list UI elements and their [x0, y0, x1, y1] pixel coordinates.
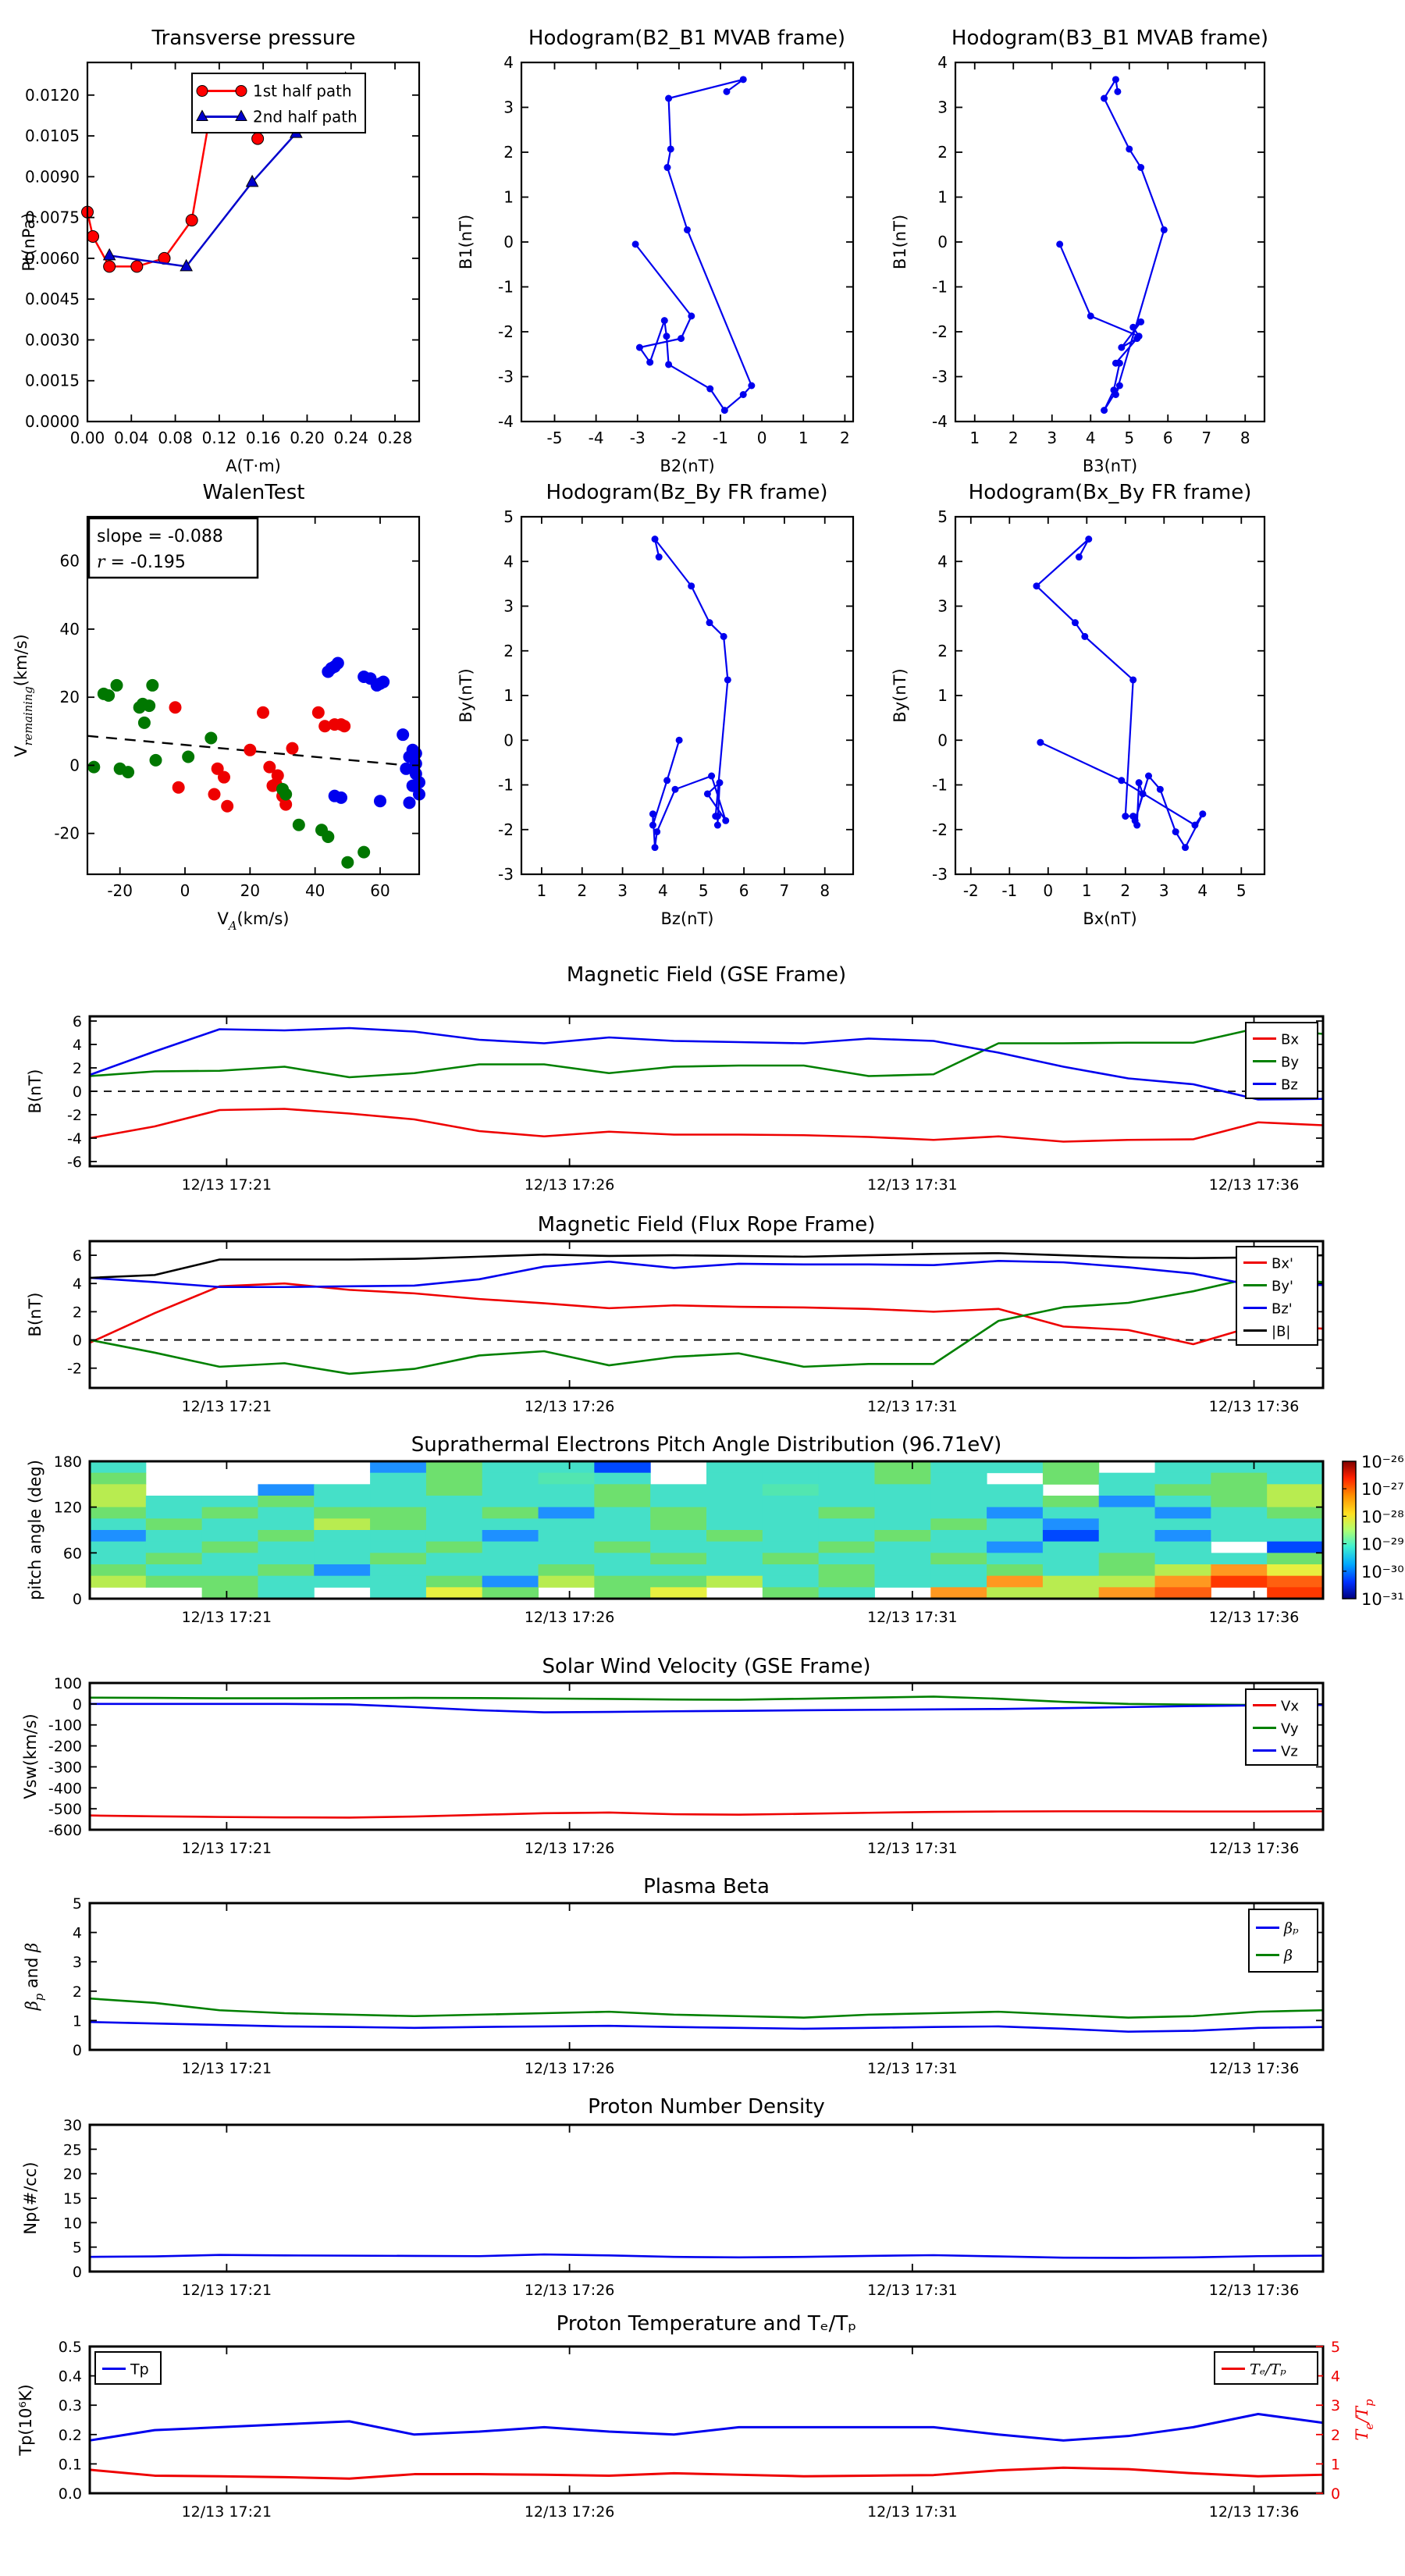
svg-text:12/13 17:26: 12/13 17:26	[524, 1609, 615, 1626]
svg-text:0.12: 0.12	[201, 429, 237, 447]
panel-title-plasma-beta: Plasma Beta	[643, 1875, 770, 1898]
svg-text:By: By	[1281, 1054, 1300, 1071]
svg-text:12/13 17:21: 12/13 17:21	[181, 2282, 272, 2299]
panel-title-b-flux-rope: Magnetic Field (Flux Rope Frame)	[537, 1213, 876, 1236]
svg-text:12/13 17:31: 12/13 17:31	[867, 1398, 958, 1415]
svg-text:12/13 17:31: 12/13 17:31	[867, 2503, 958, 2521]
svg-text:5: 5	[72, 2239, 82, 2257]
svg-text:-4: -4	[932, 412, 948, 431]
svg-text:-2: -2	[67, 1107, 82, 1124]
svg-text:60: 60	[59, 551, 80, 571]
svg-text:12/13 17:21: 12/13 17:21	[181, 1609, 272, 1626]
svg-text:Bx': Bx'	[1272, 1255, 1293, 1272]
panel-title-proton-temp: Proton Temperature and Tₑ/Tₚ	[556, 2312, 857, 2336]
svg-text:0.2: 0.2	[58, 2426, 82, 2444]
svg-text:12/13 17:26: 12/13 17:26	[524, 1840, 615, 1857]
panel-title-proton-density: Proton Number Density	[588, 2095, 825, 2119]
svg-text:-4: -4	[67, 1130, 82, 1147]
svg-text:5: 5	[698, 881, 709, 900]
svg-text:4: 4	[1085, 429, 1096, 447]
svg-text:3: 3	[1158, 881, 1169, 900]
svg-text:VA(km/s): $V_A(km/s)$	[217, 909, 290, 933]
svg-text:0: 0	[72, 2042, 82, 2059]
svg-text:20: 20	[240, 881, 261, 900]
svg-text:1: 1	[937, 686, 948, 705]
svg-text:4: 4	[658, 881, 668, 900]
svg-text:2: 2	[503, 143, 514, 162]
svg-text:-1: -1	[932, 775, 948, 795]
svg-text:6: 6	[738, 881, 749, 900]
svg-text:0: 0	[756, 429, 767, 447]
svg-text:12/13 17:36: 12/13 17:36	[1208, 2503, 1300, 2521]
svg-text:Tp: Tp	[130, 2361, 149, 2379]
svg-text:0.4: 0.4	[58, 2368, 82, 2386]
svg-text:0: 0	[1331, 2485, 1341, 2503]
svg-text:5: 5	[1124, 429, 1135, 447]
svg-text:-4: -4	[588, 429, 604, 447]
svg-text:By(nT): By(nT)	[891, 668, 909, 723]
svg-text:10⁻³⁰: 10⁻³⁰	[1361, 1562, 1404, 1582]
svg-text:0.0120: 0.0120	[25, 85, 80, 105]
svg-text:-1: -1	[932, 277, 948, 297]
svg-text:Vz: Vz	[1281, 1743, 1298, 1760]
panel-title-hodogram-b3b1: Hodogram(B3_B1 MVAB frame)	[951, 27, 1269, 50]
svg-text:pitch angle (deg): pitch angle (deg)	[26, 1460, 44, 1600]
svg-text:12/13 17:21: 12/13 17:21	[181, 2503, 272, 2521]
svg-text:-4: -4	[498, 412, 514, 431]
svg-text:4: 4	[72, 1037, 82, 1054]
svg-text:-2: -2	[670, 429, 687, 447]
svg-text:-3: -3	[498, 865, 514, 884]
svg-text:0: 0	[180, 881, 190, 900]
svg-text:0: 0	[1043, 881, 1054, 900]
svg-text:β: β	[1284, 1947, 1293, 1965]
svg-text:B(nT): B(nT)	[26, 1292, 44, 1337]
svg-text:|B|: |B|	[1272, 1323, 1291, 1340]
svg-text:40: 40	[304, 881, 325, 900]
svg-text:-3: -3	[932, 865, 948, 884]
svg-text:-500: -500	[48, 1801, 82, 1819]
svg-text:0.08: 0.08	[158, 429, 193, 447]
svg-text:-5: -5	[546, 429, 563, 447]
svg-text:Tp(10⁶K): Tp(10⁶K)	[16, 2384, 35, 2456]
svg-text:Bx(nT): Bx(nT)	[1083, 909, 1137, 928]
svg-text:0.04: 0.04	[114, 429, 149, 447]
svg-text:1: 1	[72, 2012, 82, 2030]
svg-text:0.24: 0.24	[333, 429, 369, 447]
svg-text:B3(nT): B3(nT)	[1082, 457, 1138, 475]
svg-text:2: 2	[1008, 429, 1019, 447]
svg-text:slope = -0.088: slope = -0.088	[97, 527, 223, 546]
svg-text:12/13 17:36: 12/13 17:36	[1208, 1398, 1300, 1415]
svg-text:12/13 17:36: 12/13 17:36	[1208, 2282, 1300, 2299]
svg-text:10⁻²⁷: 10⁻²⁷	[1361, 1480, 1404, 1500]
svg-text:5: 5	[503, 507, 514, 526]
svg-text:2: 2	[503, 641, 514, 660]
svg-text:-1: -1	[1001, 881, 1018, 900]
svg-text:25: 25	[62, 2141, 82, 2159]
svg-text:12/13 17:31: 12/13 17:31	[867, 2060, 958, 2077]
svg-text:12/13 17:21: 12/13 17:21	[181, 2060, 272, 2077]
svg-text:0.0105: 0.0105	[25, 126, 80, 146]
svg-text:15: 15	[62, 2190, 82, 2208]
svg-text:-6: -6	[67, 1154, 82, 1171]
svg-text:-100: -100	[48, 1717, 82, 1735]
svg-text:Bz(nT): Bz(nT)	[660, 909, 714, 928]
svg-text:2: 2	[72, 1983, 82, 2001]
svg-text:12/13 17:26: 12/13 17:26	[524, 1398, 615, 1415]
svg-text:12/13 17:36: 12/13 17:36	[1208, 2060, 1300, 2077]
svg-text:-2: -2	[67, 1360, 82, 1378]
svg-text:4: 4	[1197, 881, 1208, 900]
svg-text:-300: -300	[48, 1759, 82, 1777]
svg-text:10⁻²⁸: 10⁻²⁸	[1361, 1507, 1404, 1527]
svg-text:B1(nT): B1(nT)	[457, 214, 475, 270]
svg-text:100: 100	[53, 1675, 82, 1692]
svg-text:4: 4	[503, 53, 514, 72]
svg-text:1: 1	[503, 686, 514, 705]
svg-text:2: 2	[840, 429, 850, 447]
svg-text:0: 0	[69, 756, 80, 775]
svg-text:2: 2	[577, 881, 588, 900]
svg-text:By(nT): By(nT)	[457, 668, 475, 723]
svg-text:2: 2	[937, 641, 948, 660]
svg-text:4: 4	[72, 1924, 82, 1942]
svg-text:4: 4	[1331, 2368, 1341, 2386]
svg-text:0: 0	[72, 1695, 82, 1713]
svg-text:4: 4	[937, 53, 948, 72]
svg-text:Vsw(km/s): Vsw(km/s)	[21, 1713, 40, 1799]
svg-text:12/13 17:31: 12/13 17:31	[867, 1609, 958, 1626]
svg-text:12/13 17:26: 12/13 17:26	[524, 2503, 615, 2521]
svg-text:10⁻²⁶: 10⁻²⁶	[1361, 1453, 1404, 1471]
panel-title-vsw: Solar Wind Velocity (GSE Frame)	[542, 1655, 871, 1678]
svg-text:0.0060: 0.0060	[25, 248, 80, 268]
svg-text:12/13 17:21: 12/13 17:21	[181, 1176, 272, 1194]
svg-text:-2: -2	[498, 322, 514, 341]
svg-text:-20: -20	[54, 824, 80, 843]
svg-text:2nd half path: 2nd half path	[253, 107, 357, 126]
svg-text:Vremaining(km/s): $V_{remaining}(km/s)$	[12, 634, 35, 757]
svg-text:Vx: Vx	[1281, 1698, 1299, 1715]
svg-text:4: 4	[503, 552, 514, 571]
svg-text:0.0000: 0.0000	[25, 412, 80, 431]
svg-text:2: 2	[72, 1304, 82, 1322]
svg-text:3: 3	[72, 1954, 82, 1972]
svg-text:0.5: 0.5	[58, 2339, 82, 2356]
svg-text:-1: -1	[498, 277, 514, 297]
svg-text:Bz: Bz	[1281, 1076, 1298, 1094]
svg-text:0.28: 0.28	[377, 429, 413, 447]
svg-text:B(nT): B(nT)	[26, 1069, 44, 1114]
svg-text:By': By'	[1272, 1278, 1293, 1295]
svg-text:5: 5	[1331, 2339, 1341, 2356]
svg-text:βₚ: βₚ	[1284, 1920, 1299, 1937]
svg-text:12/13 17:21: 12/13 17:21	[181, 1840, 272, 1857]
svg-text:3: 3	[1331, 2397, 1341, 2415]
svg-text:0: 0	[72, 1591, 82, 1608]
svg-text:0.00: 0.00	[69, 429, 105, 447]
svg-text:-600: -600	[48, 1822, 82, 1839]
svg-text:-2: -2	[962, 881, 979, 900]
panel-title-electron-pad: Suprathermal Electrons Pitch Angle Distribution (96.71eV)	[411, 1433, 1002, 1457]
svg-text:B1(nT): B1(nT)	[891, 214, 909, 270]
svg-text:12/13 17:26: 12/13 17:26	[524, 2282, 615, 2299]
svg-text:0: 0	[937, 233, 948, 251]
svg-text:-2: -2	[932, 820, 948, 839]
svg-text:2: 2	[1120, 881, 1131, 900]
svg-text:-2: -2	[932, 322, 948, 341]
svg-text:2: 2	[72, 1060, 82, 1077]
svg-text:60: 60	[370, 881, 390, 900]
svg-text:12/13 17:36: 12/13 17:36	[1208, 1609, 1300, 1626]
svg-text:Tₑ/Tₚ: Tₑ/Tₚ	[1250, 2361, 1286, 2379]
svg-text:0.1: 0.1	[58, 2456, 82, 2474]
svg-text:Te/Tp: $T_e/T_p$	[1353, 2399, 1376, 2441]
svg-text:0: 0	[937, 731, 948, 750]
panel-title-hodogram-b2b1: Hodogram(B2_B1 MVAB frame)	[528, 27, 846, 50]
svg-text:120: 120	[53, 1499, 82, 1517]
svg-text:10⁻³¹: 10⁻³¹	[1361, 1590, 1404, 1609]
svg-text:0.0015: 0.0015	[25, 371, 80, 390]
svg-text:0: 0	[72, 1083, 82, 1101]
svg-text:1: 1	[503, 187, 514, 207]
svg-text:5: 5	[72, 1895, 82, 1912]
panel-title-hodogram-bzby: Hodogram(Bz_By FR frame)	[546, 481, 828, 504]
svg-text:0.16: 0.16	[245, 429, 281, 447]
svg-text:10⁻²⁹: 10⁻²⁹	[1361, 1535, 1404, 1554]
svg-text:3: 3	[617, 881, 628, 900]
svg-text:20: 20	[62, 2165, 82, 2183]
svg-text:Bz': Bz'	[1272, 1300, 1293, 1318]
svg-text:12/13 17:36: 12/13 17:36	[1208, 1840, 1300, 1857]
svg-text:0: 0	[72, 1332, 82, 1350]
panel-title-transverse-pressure: Transverse pressure	[151, 27, 356, 50]
svg-text:5: 5	[937, 507, 948, 526]
panel-title-hodogram-bxby: Hodogram(Bx_By FR frame)	[968, 481, 1252, 504]
svg-text:6: 6	[72, 1247, 82, 1265]
svg-text:8: 8	[820, 881, 831, 900]
svg-text:10: 10	[62, 2215, 82, 2233]
svg-text:0: 0	[503, 731, 514, 750]
svg-text:βp and β: $\beta_p$ and β	[23, 1942, 46, 2011]
svg-text:30: 30	[62, 2117, 82, 2134]
svg-text:1: 1	[969, 429, 980, 447]
svg-text:3: 3	[937, 596, 948, 616]
svg-text:Pt(nPa): Pt(nPa)	[20, 212, 38, 272]
svg-text:12/13 17:31: 12/13 17:31	[867, 1840, 958, 1857]
svg-text:40: 40	[59, 619, 80, 639]
panel-title-walen-test: WalenTest	[202, 481, 305, 504]
svg-text:0.0030: 0.0030	[25, 330, 80, 350]
svg-text:7: 7	[779, 881, 790, 900]
svg-text:2: 2	[1331, 2426, 1341, 2444]
svg-text:0.0090: 0.0090	[25, 167, 80, 187]
svg-text:12/13 17:36: 12/13 17:36	[1208, 1176, 1300, 1194]
svg-text:1: 1	[937, 187, 948, 207]
svg-text:12/13 17:31: 12/13 17:31	[867, 2282, 958, 2299]
svg-text:0.20: 0.20	[290, 429, 325, 447]
svg-text:A(T·m): A(T·m)	[226, 457, 281, 475]
svg-text:0: 0	[72, 2264, 82, 2281]
svg-text:4: 4	[937, 552, 948, 571]
svg-text:8: 8	[1240, 429, 1250, 447]
svg-text:-20: -20	[107, 881, 133, 900]
svg-text:60: 60	[62, 1545, 82, 1563]
panel-title-b-gse: Magnetic Field (GSE Frame)	[566, 963, 847, 987]
svg-text:5: 5	[1236, 881, 1247, 900]
svg-text:-1: -1	[713, 429, 728, 447]
svg-text:-3: -3	[498, 367, 514, 386]
svg-text:3: 3	[503, 596, 514, 616]
svg-text:20: 20	[59, 688, 80, 707]
svg-text:0.0045: 0.0045	[25, 290, 80, 309]
svg-text:-400: -400	[48, 1780, 82, 1798]
svg-text:6: 6	[1162, 429, 1173, 447]
svg-text:0.0: 0.0	[58, 2485, 82, 2503]
svg-text:12/13 17:21: 12/13 17:21	[181, 1398, 272, 1415]
svg-text:12/13 17:26: 12/13 17:26	[524, 2060, 615, 2077]
svg-text:4: 4	[72, 1276, 82, 1293]
svg-text:Bx: Bx	[1281, 1031, 1300, 1048]
svg-text:-1: -1	[498, 775, 514, 795]
svg-text:1: 1	[1081, 881, 1092, 900]
svg-text:-3: -3	[629, 429, 646, 447]
svg-text:3: 3	[937, 98, 948, 117]
svg-text:12/13 17:26: 12/13 17:26	[524, 1176, 615, 1194]
svg-text:1st half path: 1st half path	[253, 81, 352, 101]
svg-text:Np(#/cc): Np(#/cc)	[21, 2161, 40, 2235]
svg-text:7: 7	[1201, 429, 1212, 447]
svg-text:-200: -200	[48, 1738, 82, 1756]
svg-text:180: 180	[53, 1453, 82, 1471]
svg-text:2: 2	[937, 143, 948, 162]
svg-text:1: 1	[1331, 2456, 1341, 2474]
svg-text:Vy: Vy	[1281, 1720, 1299, 1738]
svg-text:1: 1	[536, 881, 547, 900]
svg-text:-3: -3	[932, 367, 948, 386]
svg-text:0.0075: 0.0075	[25, 208, 80, 227]
svg-text:r = -0.195: r = -0.195	[97, 553, 186, 572]
svg-text:3: 3	[1047, 429, 1058, 447]
svg-text:0.3: 0.3	[58, 2397, 82, 2415]
svg-text:12/13 17:31: 12/13 17:31	[867, 1176, 958, 1194]
svg-text:-2: -2	[498, 820, 514, 839]
svg-text:6: 6	[72, 1013, 82, 1030]
svg-text:B2(nT): B2(nT)	[660, 457, 715, 475]
svg-text:3: 3	[503, 98, 514, 117]
svg-text:0: 0	[503, 233, 514, 251]
svg-text:1: 1	[798, 429, 809, 447]
